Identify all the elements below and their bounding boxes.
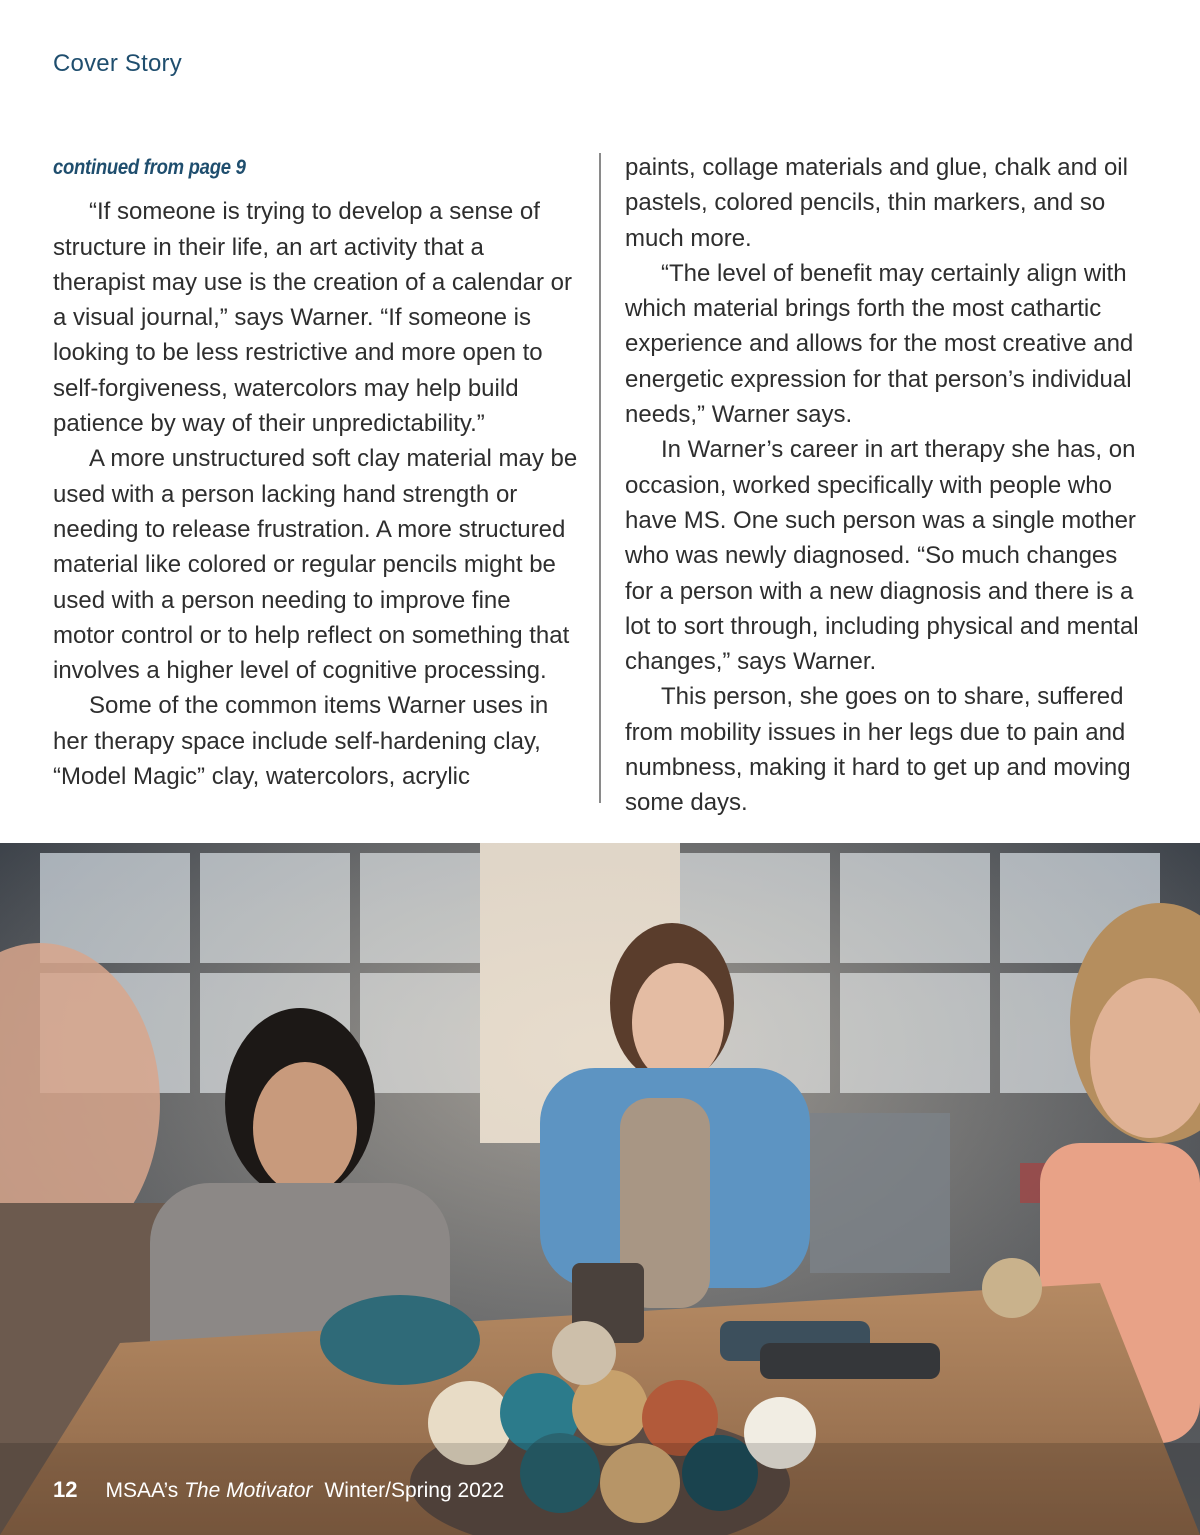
continued-from-label: continued from page 9 <box>53 156 246 179</box>
section-label: Cover Story <box>53 50 182 77</box>
page-footer <box>53 1477 504 1507</box>
column-divider <box>599 153 601 803</box>
article-column-right <box>625 150 1150 821</box>
article-paragraph: A more unstructured soft clay material may be used with a person lacking hand strength or needing to release frustration. A more structured material like colored or regular pencils might be used with a person needing to improve fine motor control or to help reflect on something that involves a higher level of cognitive processing. <box>53 445 578 685</box>
article-column-left <box>53 150 578 794</box>
footer-issue: Winter/Spring 2022 <box>324 1479 505 1502</box>
knitting-group-photo <box>0 843 1200 1535</box>
article-paragraph: In Warner’s career in art therapy she has, on occasion, worked specifically with people who have MS. One such person was a single mother who was newly diagnosed. “So much changes for a person with a new diagnosis and there is a lot to sort through, including physical and mental changes,” says Warner. <box>625 436 1139 676</box>
article-paragraph: “The level of benefit may certainly align with which material brings forth the most cathartic experience and allows for the most creative and energetic expression for that person’s individual needs,” Warner says. <box>625 259 1134 429</box>
page-number: 12 <box>53 1477 78 1502</box>
article-paragraph: “If someone is trying to develop a sense of structure in their life, an art activity that a therapist may use is the creation of a calendar or a visual journal,” says Warner. “If someone is looking to be less restrictive and more open to self-forgiveness, watercolors may help build patience by way of their unpredictability.” <box>53 198 572 438</box>
article-paragraph: This person, she goes on to share, suffered from mobility issues in her legs due to pain and numbness, making it hard to get up and moving some days. <box>625 683 1131 817</box>
footer-publisher: MSAA’s <box>105 1479 185 1502</box>
article-paragraph-continuation: paints, collage materials and glue, chalk and oil pastels, colored pencils, thin markers, and so much more. <box>625 154 1128 252</box>
article-paragraph: Some of the common items Warner uses in her therapy space include self-hardening clay, “Model Magic” clay, watercolors, acrylic <box>53 692 549 791</box>
footer-magazine-title: The Motivator <box>184 1479 313 1502</box>
